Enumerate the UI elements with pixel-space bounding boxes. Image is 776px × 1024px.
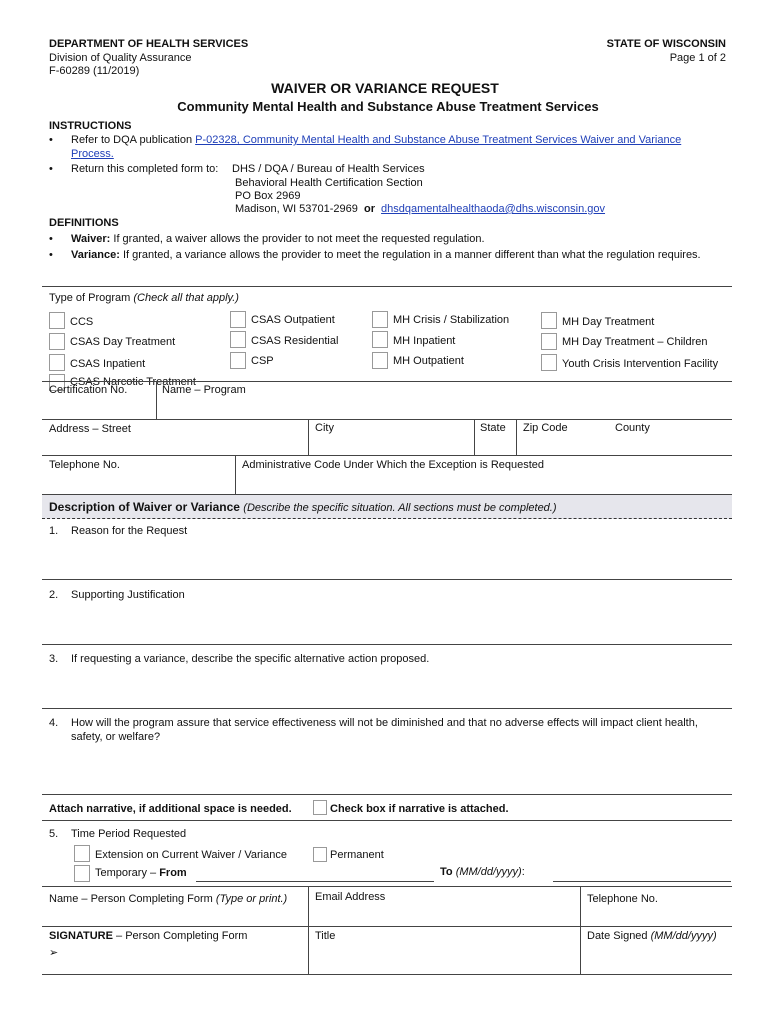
name-person-input[interactable]: [44, 907, 306, 925]
title-input[interactable]: [310, 944, 578, 972]
email-link[interactable]: dhsdqamentalhealthaoda@dhs.wisconsin.gov: [381, 203, 606, 215]
admin-code-input[interactable]: [238, 473, 730, 493]
waiver-definition: [71, 233, 485, 245]
program-name-input[interactable]: [160, 398, 730, 418]
divider: [42, 644, 732, 645]
divider: [42, 455, 732, 456]
instructions-heading: INSTRUCTIONS: [49, 120, 132, 132]
program-name-label: Name – Program: [162, 384, 246, 396]
program-type-hint: (Check all that apply.): [133, 292, 239, 304]
instruction-refer-prefix: Refer to DQA publication: [71, 134, 196, 146]
label-mh-day-treatment-children: MH Day Treatment – Children: [562, 336, 708, 348]
program-type-text: Type of Program: [49, 292, 131, 304]
email-address-input[interactable]: [310, 907, 578, 925]
definitions-heading: DEFINITIONS: [49, 217, 119, 229]
instruction-refer: [71, 134, 681, 146]
checkbox-youth-crisis[interactable]: [541, 354, 557, 371]
checkbox-permanent[interactable]: [313, 847, 327, 862]
divider: [308, 419, 309, 455]
zip-label: Zip Code: [523, 422, 568, 434]
checkbox-csas-residential[interactable]: [230, 331, 246, 348]
divider: [308, 886, 309, 974]
temporary-prefix: Temporary –: [95, 867, 160, 879]
telephone-label: Telephone No.: [49, 459, 120, 471]
label-mh-crisis: MH Crisis / Stabilization: [393, 314, 510, 326]
divider: [42, 974, 732, 975]
label-csas-day-treatment: CSAS Day Treatment: [70, 336, 176, 348]
label-mh-outpatient: MH Outpatient: [393, 355, 464, 367]
checkbox-temporary[interactable]: [74, 865, 90, 882]
city-input[interactable]: [310, 437, 472, 454]
signature-input[interactable]: [64, 944, 306, 972]
time-period-label: Time Period Requested: [71, 828, 187, 840]
to-colon: :: [521, 866, 525, 878]
q3-label: If requesting a variance, describe the specific alternative action proposed.: [71, 653, 430, 665]
bullet-icon: •: [49, 249, 53, 261]
permanent-label: Permanent: [330, 849, 384, 861]
q4-label-line1: How will the program assure that service effectiveness will not be diminished and that no adverse effects will impact client health,: [71, 717, 698, 729]
q2-label: Supporting Justification: [71, 589, 185, 601]
checkbox-csas-inpatient[interactable]: [49, 354, 65, 371]
extension-label: Extension on Current Waiver / Variance: [95, 849, 287, 861]
attach-narrative-label: Attach narrative, if additional space is needed.: [49, 803, 292, 815]
description-heading: [49, 500, 557, 514]
variance-term: Variance:: [71, 249, 120, 261]
q4-number: 4.: [49, 717, 59, 729]
cert-no-input[interactable]: [44, 398, 154, 418]
instruction-return: Return this completed form to:: [71, 163, 219, 175]
divider: [42, 286, 732, 287]
divider: [156, 381, 157, 419]
zip-input[interactable]: [518, 437, 608, 454]
bullet-icon: •: [49, 233, 53, 245]
state-name: STATE OF WISCONSIN: [606, 38, 726, 50]
signature-rest: – Person Completing Form: [112, 930, 248, 942]
page-number: Page 1 of 2: [669, 52, 726, 64]
label-mh-day-treatment: MH Day Treatment: [562, 316, 655, 328]
checkbox-mh-outpatient[interactable]: [372, 352, 388, 369]
address-line-1: DHS / DQA / Bureau of Health Services: [232, 163, 425, 175]
form-title: WAIVER OR VARIANCE REQUEST: [271, 80, 499, 96]
label-mh-inpatient: MH Inpatient: [393, 335, 456, 347]
county-label: County: [615, 422, 650, 434]
checkbox-mh-day-treatment[interactable]: [541, 312, 557, 329]
signer-telephone-input[interactable]: [582, 907, 730, 925]
county-input[interactable]: [612, 437, 730, 454]
to-hint: (MM/dd/yyyy): [455, 866, 522, 878]
clipped-row: [49, 374, 249, 388]
divider: [42, 886, 732, 887]
signer-telephone-label: Telephone No.: [587, 893, 658, 905]
telephone-input[interactable]: [44, 473, 233, 493]
description-title: Description of Waiver or Variance: [49, 500, 240, 514]
address-line-3: PO Box 2969: [235, 190, 301, 202]
label-youth-crisis: Youth Crisis Intervention Facility: [562, 358, 719, 370]
divider: [474, 419, 475, 455]
title-label: Title: [315, 930, 336, 942]
q3-number: 3.: [49, 653, 59, 665]
checkbox-csas-outpatient[interactable]: [230, 311, 246, 328]
label-csas-residential: CSAS Residential: [251, 335, 339, 347]
city-label: City: [315, 422, 334, 434]
name-person-text: Name – Person Completing Form: [49, 893, 213, 905]
checkbox-ccs[interactable]: [49, 312, 65, 329]
label-csp: CSP: [251, 355, 274, 367]
narrative-attached-label: Check box if narrative is attached.: [330, 803, 509, 815]
description-hint: (Describe the specific situation. All sections must be completed.): [243, 502, 557, 514]
signature-label: [49, 930, 247, 942]
from-label: From: [159, 867, 187, 879]
checkbox-csas-day-treatment[interactable]: [49, 333, 65, 350]
variance-definition: [71, 249, 701, 261]
to-word: To: [440, 866, 453, 878]
q3-textarea[interactable]: [44, 668, 730, 706]
divider: [516, 419, 517, 455]
address-street-input[interactable]: [44, 437, 306, 454]
publication-link-continued[interactable]: Process.: [71, 148, 114, 160]
q2-number: 2.: [49, 589, 59, 601]
label-csas-inpatient: CSAS Inpatient: [70, 358, 146, 370]
checkbox-extension[interactable]: [74, 845, 90, 862]
address-street-label: Address – Street: [49, 423, 131, 435]
q2-textarea[interactable]: [44, 604, 730, 642]
bullet-icon: •: [49, 134, 53, 146]
divider: [42, 708, 732, 709]
q1-number: 1.: [49, 525, 59, 537]
division-name: Division of Quality Assurance: [49, 52, 192, 64]
date-signed-label: [587, 930, 717, 942]
divider: [42, 381, 732, 382]
arrow-icon: ➢: [49, 946, 59, 959]
waiver-text: If granted, a waiver allows the provider to not meet the requested regulation.: [110, 233, 485, 245]
divider: [42, 579, 732, 580]
date-signed-text: Date Signed: [587, 930, 651, 942]
to-date-input[interactable]: [553, 866, 731, 882]
address-city-zip: Madison, WI 53701-2969: [235, 203, 358, 215]
divider: [42, 926, 732, 927]
q1-textarea[interactable]: [44, 540, 730, 578]
state-label: State: [480, 422, 506, 434]
address-line-2: Behavioral Health Certification Section: [235, 177, 423, 189]
checkbox-mh-day-treatment-children[interactable]: [541, 333, 557, 350]
temporary-label: [95, 867, 187, 879]
label-csas-outpatient: CSAS Outpatient: [251, 314, 335, 326]
checkbox-narrative-attached[interactable]: [313, 800, 327, 815]
from-date-input[interactable]: [196, 866, 434, 882]
address-line-4: [235, 203, 605, 215]
state-input[interactable]: [476, 437, 514, 454]
email-address-label: Email Address: [315, 891, 386, 903]
divider: [235, 455, 236, 494]
to-label: [440, 866, 525, 878]
divider: [42, 794, 732, 795]
label-ccs: CCS: [70, 316, 94, 328]
date-signed-input[interactable]: [582, 944, 730, 972]
q4-label-line2: safety, or welfare?: [71, 731, 161, 743]
cert-no-label: Certification No.: [49, 384, 128, 396]
form-subtitle: Community Mental Health and Substance Abuse Treatment Services: [177, 99, 599, 114]
checkbox-mh-inpatient[interactable]: [372, 331, 388, 348]
checkbox-mh-crisis[interactable]: [372, 311, 388, 328]
bullet-icon: •: [49, 163, 53, 175]
q5-number: 5.: [49, 828, 59, 840]
publication-link[interactable]: P-02328, Community Mental Health and Substance Abuse Treatment Services Waiver and Variance: [195, 134, 682, 146]
signature-term: SIGNATURE: [49, 930, 113, 942]
variance-text: If granted, a variance allows the provider to meet the regulation in a manner different than what the regulation requires.: [119, 249, 701, 261]
name-person-label: [49, 893, 287, 905]
divider: [42, 419, 732, 420]
label-csas-narcotic-treatment: CSAS Narcotic Treatment: [70, 376, 196, 388]
form-number: F-60289 (11/2019): [49, 65, 140, 77]
q4-textarea[interactable]: [44, 746, 730, 792]
admin-code-label: Administrative Code Under Which the Exception is Requested: [242, 459, 545, 471]
department-name: DEPARTMENT OF HEALTH SERVICES: [49, 38, 249, 50]
divider: [580, 886, 581, 974]
date-signed-hint: (MM/dd/yyyy): [650, 930, 717, 942]
name-person-hint: (Type or print.): [215, 893, 288, 905]
or-word: or: [363, 203, 375, 215]
program-type-label: [49, 292, 239, 304]
divider: [42, 820, 732, 821]
waiver-term: Waiver:: [71, 233, 111, 245]
q1-label: Reason for the Request: [71, 525, 188, 537]
checkbox-csp[interactable]: [230, 352, 246, 369]
